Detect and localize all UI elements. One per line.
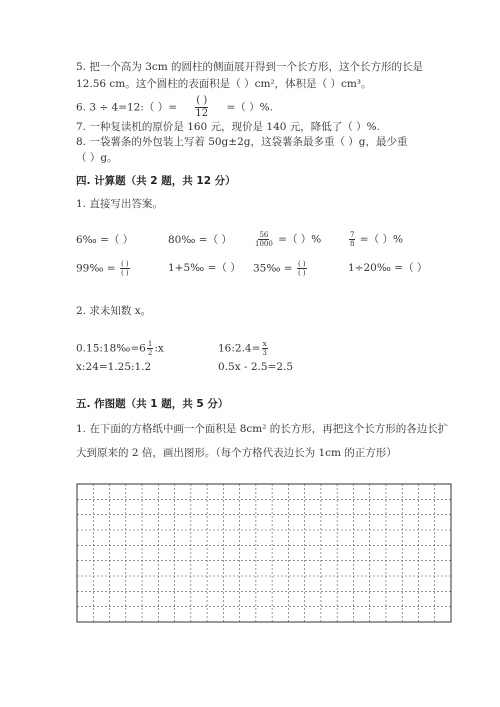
q6-fraction-numerator: ( )	[196, 95, 208, 106]
calc-r2-c3-fraction	[297, 260, 307, 277]
q8-line2: （ ）g。	[76, 152, 118, 164]
q6-right: =（ ）%.	[226, 101, 273, 114]
q5-line2: 12.56 cm。这个圆柱的表面积是（ ）cm²，体积是（ ）cm³。	[76, 78, 372, 90]
equation-1	[76, 340, 164, 357]
section5-q1-line1: 1. 在下面的方格纸中画一个面积是 8cm² 的长方形，再把这个长方形的各边长扩	[76, 423, 449, 435]
equation-1-post: :x	[154, 342, 164, 355]
calc-r2-c3-pre: 35‰ =	[253, 262, 293, 275]
calc-r2-c3-denominator: ( )	[297, 269, 306, 277]
equation-2-numerator: x	[262, 340, 267, 348]
calc-r1-c3-numerator: 56	[259, 231, 269, 239]
calc-r2-c1-fraction	[120, 260, 130, 277]
equation-2-pre: 16:2.4=	[218, 342, 261, 355]
calc-r1-c4	[348, 231, 403, 248]
calc-r2-c1-pre: 99‰ =	[76, 262, 116, 275]
calc-r2-c1-denominator: ( )	[120, 269, 129, 277]
equation-4: 0.5x - 2.5=2.5	[218, 361, 294, 373]
section4-q1-title: 1. 直接写出答案。	[76, 198, 163, 210]
q8-line1: 8. 一袋薯条的外包装上写着 50g±2g，这袋薯条最多重（ ）g，最少重	[76, 136, 408, 148]
section4-q2-title: 2. 求未知数 x。	[76, 305, 152, 317]
equation-2-fraction	[261, 340, 267, 357]
calc-r2-c1	[76, 260, 131, 277]
q6-fraction	[194, 95, 209, 120]
equation-1-denominator: 2	[147, 349, 153, 357]
grid-paper[interactable]	[76, 483, 452, 623]
q6-line	[76, 95, 273, 120]
calc-r1-c3-rest: =（ ）%	[274, 233, 322, 246]
equation-1-fraction	[147, 340, 153, 357]
calc-r1-c4-denominator: 8	[350, 240, 355, 248]
q5-line1: 5. 把一个高为 3cm 的圆柱的侧面展开得到一个长方形，这个长方形的长是	[76, 61, 424, 73]
calc-r2-c3-numerator: ( )	[297, 260, 306, 268]
equation-2-denominator: 3	[262, 349, 267, 357]
q6-left: 6. 3 ÷ 4=12:（ ）=	[76, 101, 178, 114]
q6-fraction-denominator: 12	[195, 108, 209, 119]
calc-r2-c1-numerator: ( )	[120, 260, 129, 268]
equation-2	[218, 340, 269, 357]
grid-border	[77, 484, 451, 622]
q7-line: 7. 一种复读机的原价是 160 元，现价是 140 元，降低了（ ）%.	[76, 121, 380, 133]
equation-3: x:24=1.25:1.2	[76, 361, 152, 373]
calc-r2-c4: 1÷20‰ =（ ）	[348, 262, 428, 274]
calc-r1-c1: 6‰ =（ ）	[76, 234, 134, 246]
calc-r2-c3	[253, 260, 308, 277]
calc-r1-c3-fraction	[254, 231, 274, 248]
section4-title: 四. 计算题（共 2 题，共 12 分）	[76, 175, 236, 187]
equation-1-numerator: 1	[147, 340, 153, 348]
calc-r2-c2: 1+5‰ =（ ）	[168, 262, 241, 274]
equation-1-pre: 0.15:18‰=6	[76, 342, 146, 355]
calc-r1-c3	[253, 231, 321, 248]
calc-r1-c4-rest: =（ ）%	[356, 233, 403, 246]
calc-r1-c2: 80‰ =（ ）	[168, 234, 232, 246]
calc-r1-c3-denominator: 1000	[255, 240, 273, 248]
section5-title: 五. 作图题（共 1 题，共 5 分）	[76, 398, 229, 410]
section5-q1-line2: 大到原来的 2 倍，画出图形。（每个方格代表边长为 1cm 的正方形）	[76, 447, 397, 459]
calc-r1-c4-numerator: 7	[350, 231, 355, 239]
calc-r1-c4-fraction	[349, 231, 355, 248]
